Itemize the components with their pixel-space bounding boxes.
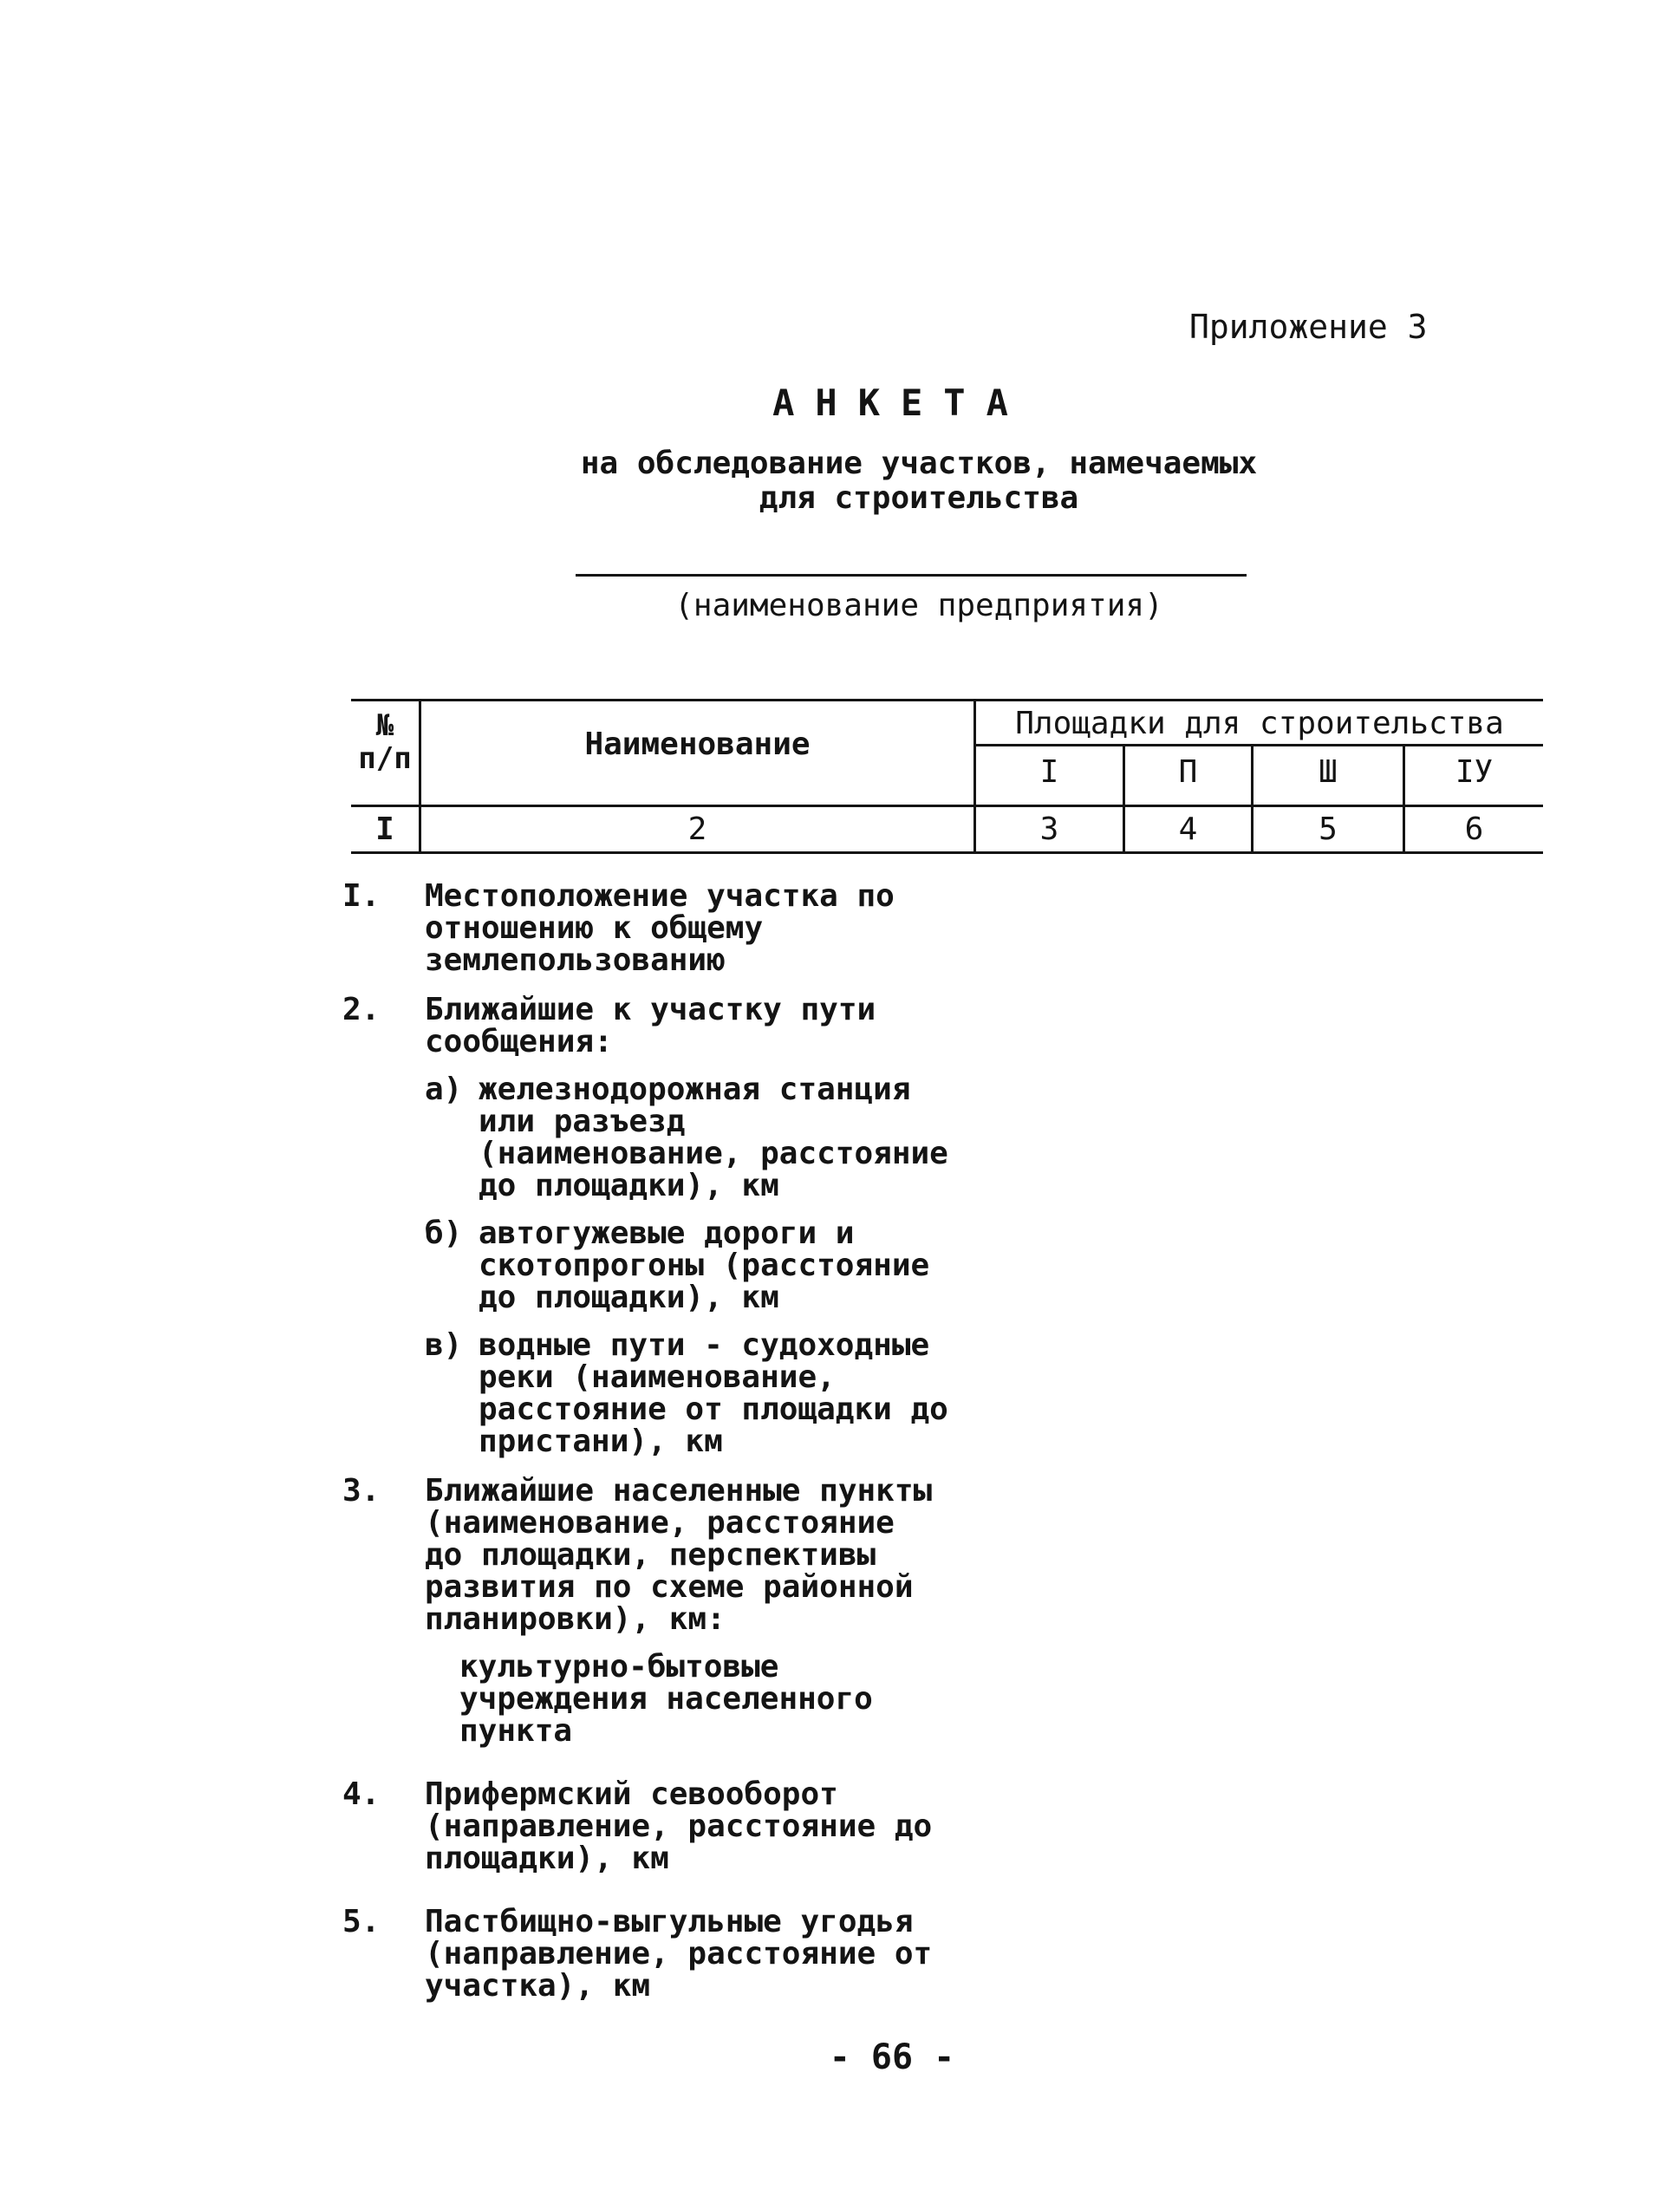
item-number: 4.	[342, 1776, 381, 1812]
site-header-1: I	[1039, 754, 1059, 790]
column-header-sites: Площадки для строительства	[1015, 706, 1504, 741]
item-number: 3.	[342, 1473, 381, 1509]
sub-item	[425, 1073, 949, 1202]
list-item	[342, 1778, 949, 1874]
sub-item-letter: в)	[425, 1327, 463, 1363]
item-text: Ближайшие к участку пути сообщения:	[425, 992, 876, 1059]
column-number-6: 6	[1464, 811, 1484, 847]
sub-item-letter: а)	[425, 1072, 463, 1107]
site-header-3: Ш	[1319, 754, 1338, 790]
column-number-3: 3	[1039, 811, 1059, 847]
column-number-4: 4	[1178, 811, 1198, 847]
page-number: - 66 -	[829, 2037, 955, 2077]
list-item	[342, 880, 949, 976]
subtitle-line-1: на обследование участков, намечаемых	[580, 446, 1258, 481]
sub-item-text: автогужевые дороги и скотопрогоны (расстояние до площадки), км	[479, 1216, 930, 1315]
column-number-5: 5	[1319, 811, 1338, 847]
item-text: Пастбищно-выгульные угодья (направление, расстояние от участка), км	[425, 1904, 933, 2004]
column-number-1: I	[375, 811, 394, 847]
document-title: АНКЕТА	[772, 381, 1029, 424]
sub-item-text: железнодорожная станция или разъезд (наименование, расстояние до площадки), км	[479, 1072, 948, 1203]
table-numbers-bottom-rule	[351, 851, 1543, 854]
list-item	[342, 1906, 949, 2002]
list-item	[342, 1475, 949, 1747]
item-number: I.	[342, 878, 381, 914]
subtitle-line-2: для строительства	[759, 480, 1079, 516]
sub-item	[425, 1217, 949, 1313]
item-number: 2.	[342, 992, 381, 1027]
site-header-4: IУ	[1455, 754, 1494, 790]
item-text: Прифермский севооборот (направление, расстояние до площадки), км	[425, 1776, 933, 1876]
document-subtitle	[485, 446, 1352, 516]
enterprise-name-line	[576, 574, 1247, 577]
item-note: культурно-бытовые учреждения населенного пункта	[459, 1649, 873, 1749]
sub-item	[425, 1329, 949, 1457]
item-body	[425, 1475, 949, 1747]
column-number-2: 2	[687, 811, 707, 847]
sub-item-text: водные пути - судоходные реки (наименование, расстояние от площадки до пристани), км	[479, 1327, 948, 1459]
column-header-name: Наименование	[584, 727, 811, 762]
survey-items	[342, 880, 949, 2019]
appendix-label: Приложение 3	[1189, 308, 1428, 346]
table-sites-rule	[973, 744, 1543, 746]
list-item	[342, 994, 949, 1457]
table-top-rule	[351, 699, 1543, 701]
column-header-number: № п/п	[358, 708, 412, 776]
enterprise-name-caption: (наименование предприятия)	[674, 588, 1163, 623]
sub-item-letter: б)	[425, 1216, 463, 1251]
table-header-bottom-rule	[351, 805, 1543, 807]
item-number: 5.	[342, 1904, 381, 1939]
item-text: Местоположение участка по отношению к общему землепользованию	[425, 878, 895, 978]
site-header-2: П	[1178, 754, 1198, 790]
item-body	[425, 994, 949, 1457]
item-text: Ближайшие населенные пункты (наименование, расстояние до площадки, перспективы развития по схеме районной планировки), км:	[425, 1473, 933, 1637]
